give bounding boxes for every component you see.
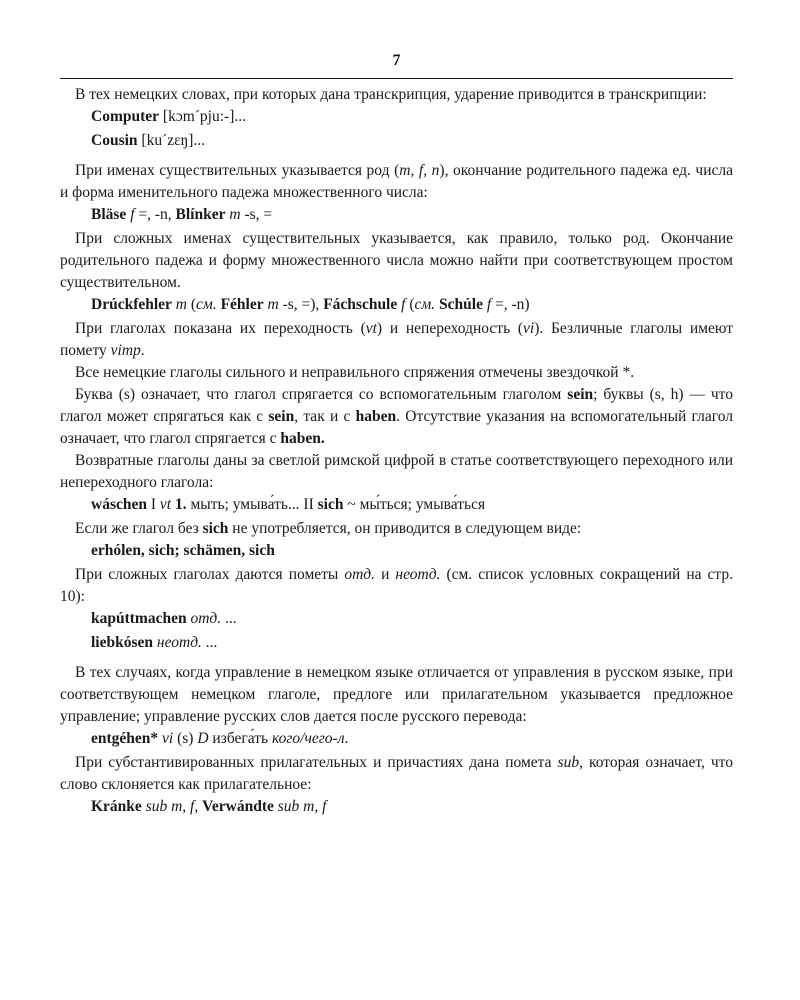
headword: Verwándte <box>202 798 274 815</box>
headword: Fáchschule <box>323 296 398 313</box>
headword: Bläse <box>91 206 127 223</box>
headword: liebkósen <box>91 634 154 651</box>
headword: Drúckfehler <box>91 296 172 313</box>
headword: Schúle <box>439 296 483 313</box>
headword: erhólen, sich; schämen, sich <box>91 542 275 559</box>
example-computer <box>60 106 733 128</box>
gender-labels: m, f, n <box>399 162 440 179</box>
page-number: 7 <box>392 52 401 69</box>
headword: Féhler <box>220 296 264 313</box>
example-druckfehler: Drúckfehler m (см. Féhler m -s, =), Fáchschule f (см. Schúle f =, -n) <box>91 296 530 313</box>
paragraph-reflexive-verbs: Возвратные глаголы даны за светлой римской цифрой в статье соответствующего переходного или непереходного глагола: <box>60 452 733 491</box>
header-rule <box>60 78 733 79</box>
paragraph-sich-only: Если же глагол без sich не употребляется, он приводится в следующем виде: <box>75 520 582 537</box>
transcription: [kɔmˊpju:-]... <box>159 108 246 125</box>
example-kaputtmachen: kapúttmachen отд. ... <box>91 610 237 627</box>
paragraph-compound-nouns: При сложных именах существительных указывается, как правило, только род. Окончание родительного падежа и форму множественного числа можно найти при соответствующем простом существительном. <box>60 230 733 291</box>
paragraph-government: В тех случаях, когда управление в немецком языке отличается от управления в русском языке, при соответствующем немецком глаголе, предлоге или прилагательном указывается предложное управление; управление русских слов дается после русского перевода: <box>60 664 733 725</box>
example-kranke: Kránke sub m, f, Verwándte sub m, f <box>91 798 327 815</box>
headword: wáschen <box>91 496 147 513</box>
transcription: [kuˊzɛŋ]... <box>137 132 206 149</box>
example-blaese: Bläse f =, -n, Blínker m -s, = <box>91 206 273 223</box>
paragraph-substantivized: При субстантивированных прилагательных и причастиях дана помета sub, которая означает, что слово склоняется как прилагательное: <box>60 754 733 793</box>
example-cousin <box>60 130 733 152</box>
paragraph-verb-transitivity: При глаголах показана их переходность (vt) и непереходность (vi). Безличные глаголы имеют помету vimp. <box>60 320 733 359</box>
headword: kapúttmachen <box>91 610 187 627</box>
paragraph-auxiliary-verbs: Буква (s) означает, что глагол спрягается со вспомогательным глаголом sein; буквы (s, h) — что глагол может спрягаться как с sein, так и с haben. Отсутствие указания на вспомогательный глагол означает, что глагол спрягается с haben. <box>60 386 734 447</box>
paragraph-strong-verbs: Все немецкие глаголы сильного и неправильного спряжения отмечены звездочкой *. <box>75 364 635 381</box>
example-waschen: wáschen I vt 1. мыть; умыва́ть... II sich ~ мы́ться; умыва́ться <box>91 496 486 513</box>
headword: Cousin <box>91 132 138 149</box>
example-erholen <box>60 540 733 562</box>
headword: Kránke <box>91 798 142 815</box>
paragraph-separable-verbs: При сложных глаголах даются пометы отд. и неотд. (см. список условных сокращений на стр. 10): <box>60 566 733 605</box>
headword: Computer <box>91 108 160 125</box>
dictionary-page <box>60 50 733 820</box>
example-entgehen: entgéhen* vi (s) D избега́ть кого/чего-л. <box>91 730 349 747</box>
headword: Blínker <box>175 206 226 223</box>
paragraph-transcription-stress: В тех немецких словах, при которых дана транскрипция, ударение приводится в транскрипции: <box>75 86 707 103</box>
example-liebkosen: liebkósen неотд. ... <box>91 634 218 651</box>
paragraph-noun-gender: При именах существительных указывается род (m, f, n), окончание родительного падежа ед. числа и форма именительного падежа множественного числа: <box>60 162 734 201</box>
headword: entgéhen* <box>91 730 159 747</box>
